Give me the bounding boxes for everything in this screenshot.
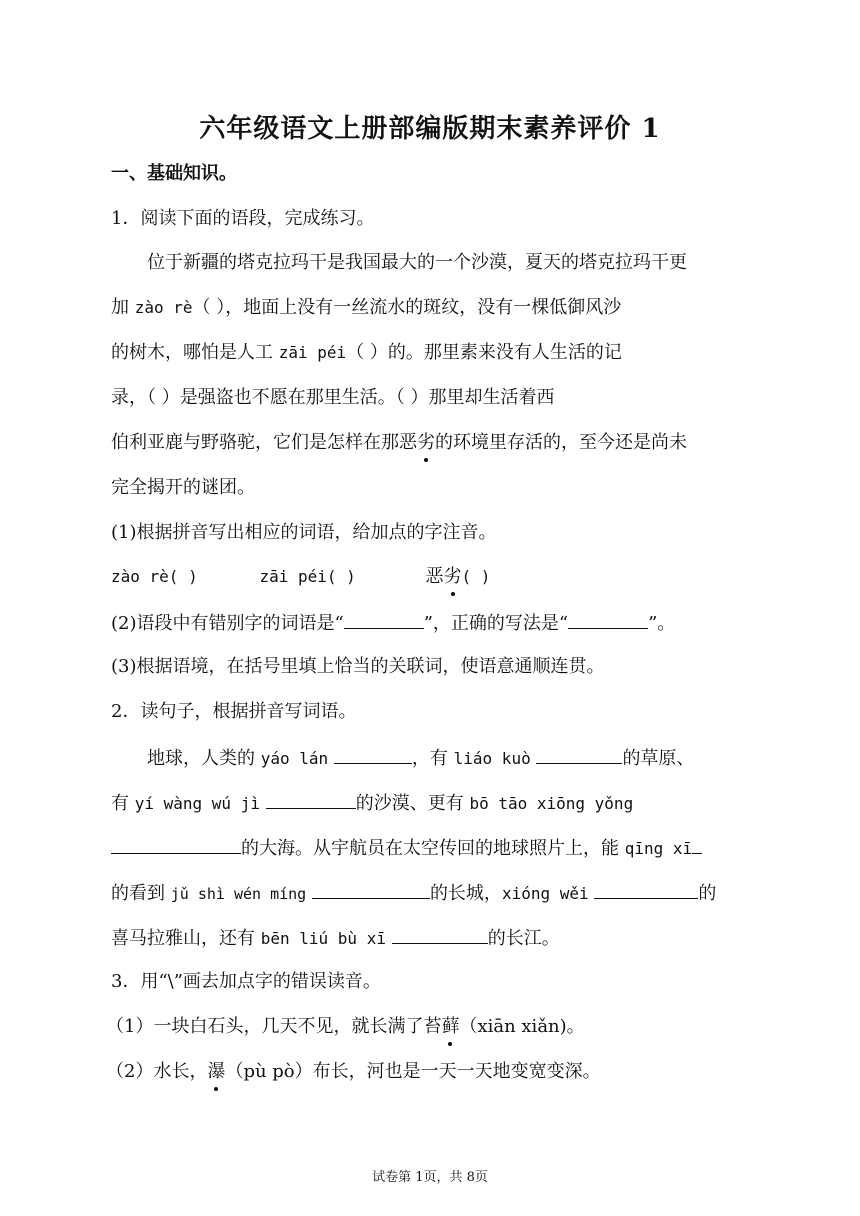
answer-blank[interactable]	[334, 745, 412, 764]
pinyin: yáo lán	[260, 749, 329, 768]
dotted-character: 瀑	[207, 1061, 226, 1082]
passage-line-6: 完全揭开的谜团。	[111, 477, 255, 498]
passage-text: 的环境里存活的，至今还是尚未	[435, 432, 687, 453]
passage-line-2	[111, 296, 621, 320]
q2-text: 的沙漠、更有	[355, 793, 470, 814]
passage-line-4: 录，（ ）是强盗也不愿在那里生活。（ ）那里却生活着西	[111, 387, 555, 408]
subquestion-3: (3)根据语境，在括号里填上恰当的关联词，使语意通顺连贯。	[111, 656, 605, 677]
passage-text: 加	[111, 297, 135, 318]
passage-line-3	[111, 341, 622, 365]
answer-blank[interactable]	[344, 610, 424, 629]
pinyin: xióng wěi	[501, 884, 589, 903]
pinyin: zào rè	[134, 298, 193, 317]
pinyin: bō tāo xiōng yǒng	[469, 794, 634, 813]
passage-text: 伯利亚鹿与野骆驼，它们是怎样在那恶	[111, 432, 417, 453]
passage-line-5	[111, 431, 687, 455]
q2-text: 地球，人类的	[147, 748, 261, 769]
q2-text: 的长江。	[487, 928, 560, 949]
q2-line-3	[111, 835, 702, 861]
dotted-character: 劣	[443, 566, 462, 587]
q3-item-2	[106, 1060, 601, 1084]
q2-line-2	[111, 790, 633, 816]
pinyin: liáo kuò	[453, 749, 531, 768]
answer-blank[interactable]	[568, 610, 648, 629]
q2-text: 的看到	[111, 883, 171, 904]
pinyin: jǔ shì wén míng	[170, 885, 307, 903]
answer-blank[interactable]	[692, 835, 702, 854]
pinyin-answer-blank[interactable]: zào rè( )	[111, 567, 198, 586]
q2-text: 喜马拉雅山，还有	[111, 928, 261, 949]
pinyin: yí wàng wú jì	[134, 794, 260, 813]
passage-text: 的树木，哪怕是人工	[111, 342, 279, 363]
page-footer: 试卷第 1页，共 8页	[372, 1170, 488, 1185]
question-text: ”，正确的写法是“	[423, 613, 569, 634]
q3-text: （2）水长，	[106, 1061, 208, 1082]
q3-options[interactable]: （pù pò）布长，河也是一天一天地变宽变深。	[225, 1061, 601, 1082]
q2-line-4	[111, 880, 716, 906]
q3-options[interactable]: （xiān xiǎn)。	[459, 1016, 585, 1037]
q2-text: 的草原、	[622, 748, 695, 769]
answer-blank[interactable]	[266, 790, 356, 809]
question-text: ”。	[648, 613, 676, 634]
answer-blank[interactable]	[392, 925, 488, 944]
pinyin: qīng xī	[624, 839, 693, 858]
dotted-character: 藓	[441, 1016, 460, 1037]
q2-text: 的大海。从宇航员在太空传回的地球照片上，能	[241, 838, 625, 859]
question-2-stem: 2．读句子，根据拼音写词语。	[111, 701, 357, 722]
q2-text: ，有	[411, 748, 454, 769]
question-3-stem: 3．用“\”画去加点字的错误读音。	[111, 971, 381, 992]
passage-text: （ ）的。那里素来没有人生活的记	[346, 342, 622, 363]
question-text: (2)语段中有错别字的词语是“	[111, 613, 344, 634]
q2-text: 的长城，	[429, 883, 502, 904]
answer-char: 恶	[425, 566, 444, 587]
pinyin: bēn liú bù xī	[260, 929, 386, 948]
q3-text: （1）一块白石头，几天不见，就长满了苔	[106, 1016, 442, 1037]
q2-line-1	[147, 745, 694, 771]
pinyin-answer-blank[interactable]: ( )	[461, 567, 491, 586]
subquestion-1-answers	[111, 565, 490, 589]
pinyin-answer-blank[interactable]: zāi péi( )	[259, 567, 356, 586]
subquestion-1: (1)根据拼音写出相应的词语，给加点的字注音。	[111, 522, 497, 543]
answer-blank[interactable]	[312, 880, 430, 899]
answer-blank[interactable]	[594, 880, 698, 899]
page-title: 六年级语文上册部编版期末素养评价 1	[199, 114, 661, 144]
q3-item-1	[106, 1015, 585, 1039]
dotted-character: 劣	[417, 432, 435, 453]
q2-line-5	[111, 925, 560, 951]
question-1-stem: 1．阅读下面的语段，完成练习。	[111, 208, 375, 229]
q2-text: 的	[698, 883, 717, 904]
section-heading: 一、基础知识。	[111, 163, 237, 184]
subquestion-2	[111, 610, 675, 636]
answer-blank[interactable]	[536, 745, 622, 764]
q2-text: 有	[111, 793, 135, 814]
passage-text: （ ），地面上没有一丝流水的斑纹，没有一棵低御风沙	[192, 297, 622, 318]
answer-blank[interactable]	[111, 835, 241, 854]
pinyin: zāi péi	[278, 343, 347, 362]
passage-line-1: 位于新疆的塔克拉玛干是我国最大的一个沙漠，夏天的塔克拉玛干更	[147, 252, 687, 273]
